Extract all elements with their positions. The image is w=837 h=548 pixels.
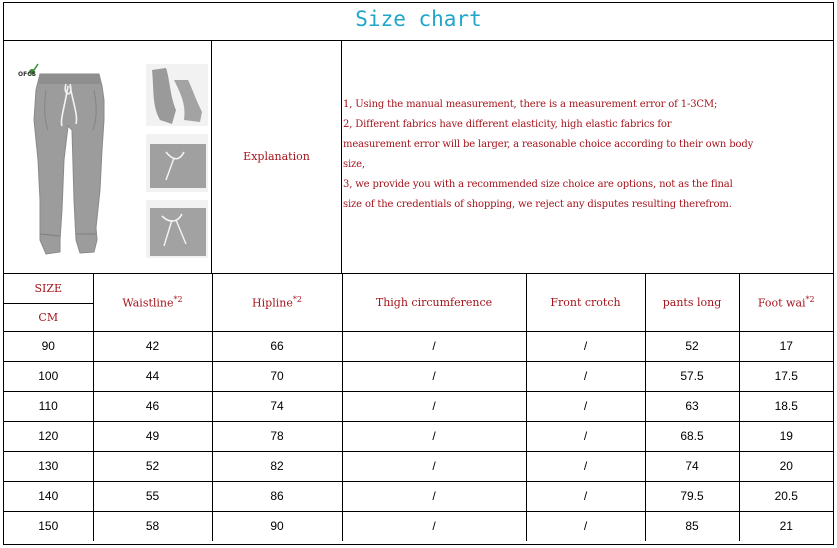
foot-cell: 17 — [739, 331, 833, 361]
table-row — [4, 331, 833, 361]
table-row — [4, 451, 833, 481]
explanation-line: 2, Different fabrics have different elasticity, high elastic fabrics for — [343, 119, 672, 130]
thigh-cell: / — [342, 331, 526, 361]
hip-cell: 70 — [212, 361, 342, 391]
foot-cell: 20.5 — [739, 481, 833, 511]
foot-cell: 20 — [739, 451, 833, 481]
header-row — [4, 274, 833, 303]
size-cell: 130 — [4, 451, 93, 481]
table-row — [4, 421, 833, 451]
table-row — [4, 391, 833, 421]
explanation-label-cell — [212, 40, 342, 274]
length-cell: 85 — [645, 511, 739, 541]
hipline-label: Hipline — [252, 296, 293, 310]
foot-cell: 21 — [739, 511, 833, 541]
waist-cell: 52 — [93, 451, 212, 481]
pants-front-view — [34, 74, 104, 254]
hipline-multiplier: *2 — [292, 294, 302, 304]
size-header: SIZE — [4, 274, 93, 303]
hip-cell: 90 — [212, 511, 342, 541]
thigh-cell: / — [342, 361, 526, 391]
hip-cell: 74 — [212, 391, 342, 421]
hip-cell: 86 — [212, 481, 342, 511]
crotch-cell: / — [526, 511, 645, 541]
explanation-line: 3, we provide you with a recommended size choice are options, not as the final — [343, 179, 733, 190]
explanation-line: measurement error will be larger, a reasonable choice according to their own body — [343, 139, 754, 150]
crotch-cell: / — [526, 421, 645, 451]
crotch-cell: / — [526, 481, 645, 511]
waist-cell: 46 — [93, 391, 212, 421]
length-cell: 57.5 — [645, 361, 739, 391]
page-title: Size chart — [355, 7, 482, 31]
thigh-cell: / — [342, 391, 526, 421]
product-image-cell — [4, 40, 212, 274]
explanation-line: size of the credentials of shopping, we reject any disputes resulting therefrom. — [343, 199, 732, 210]
length-cell: 68.5 — [645, 421, 739, 451]
size-cell: 100 — [4, 361, 93, 391]
front-crotch-header: Front crotch — [526, 274, 645, 331]
detail-photo-cuff — [146, 64, 208, 126]
hip-cell: 82 — [212, 451, 342, 481]
detail-photo-waist — [146, 134, 208, 192]
waist-cell: 42 — [93, 331, 212, 361]
table-row — [4, 511, 833, 541]
explanation-label: Explanation — [243, 150, 310, 163]
waist-cell: 49 — [93, 421, 212, 451]
size-cell: 90 — [4, 331, 93, 361]
foot-label: Foot wai — [757, 296, 806, 310]
title-row — [4, 3, 833, 41]
crotch-cell: / — [526, 451, 645, 481]
waistline-header — [93, 274, 212, 331]
waist-cell: 44 — [93, 361, 212, 391]
waist-cell: 55 — [93, 481, 212, 511]
size-cell: 110 — [4, 391, 93, 421]
detail-photo-drawstring — [146, 200, 208, 258]
length-cell: 79.5 — [645, 481, 739, 511]
explanation-line: 1, Using the manual measurement, there is a measurement error of 1-3CM; — [343, 99, 718, 110]
foot-header — [739, 274, 833, 331]
explanation-text-cell — [342, 40, 833, 274]
thigh-cell: / — [342, 451, 526, 481]
crotch-cell: / — [526, 361, 645, 391]
waistline-multiplier: *2 — [173, 294, 183, 304]
waist-cell: 58 — [93, 511, 212, 541]
table-row — [4, 361, 833, 391]
foot-cell: 17.5 — [739, 361, 833, 391]
length-cell: 74 — [645, 451, 739, 481]
thigh-cell: / — [342, 481, 526, 511]
hip-cell: 78 — [212, 421, 342, 451]
length-cell: 52 — [645, 331, 739, 361]
pants-long-header: pants long — [645, 274, 739, 331]
size-chart-sheet — [3, 2, 834, 545]
crotch-cell: / — [526, 331, 645, 361]
explanation-line: size, — [343, 159, 365, 170]
thigh-header: Thigh circumference — [342, 274, 526, 331]
hipline-header — [212, 274, 342, 331]
table-row — [4, 481, 833, 511]
thigh-cell: / — [342, 511, 526, 541]
thigh-cell: / — [342, 421, 526, 451]
hip-cell: 66 — [212, 331, 342, 361]
size-cell: 140 — [4, 481, 93, 511]
foot-cell: 19 — [739, 421, 833, 451]
brand-logo-text: OFCS — [18, 71, 37, 78]
explanation-lines — [343, 95, 833, 215]
unit-header: CM — [4, 303, 93, 331]
foot-cell: 18.5 — [739, 391, 833, 421]
crotch-cell: / — [526, 391, 645, 421]
size-cell: 120 — [4, 421, 93, 451]
foot-multiplier: *2 — [805, 294, 815, 304]
size-table — [4, 274, 833, 541]
waistline-label: Waistline — [122, 296, 174, 310]
length-cell: 63 — [645, 391, 739, 421]
size-cell: 150 — [4, 511, 93, 541]
